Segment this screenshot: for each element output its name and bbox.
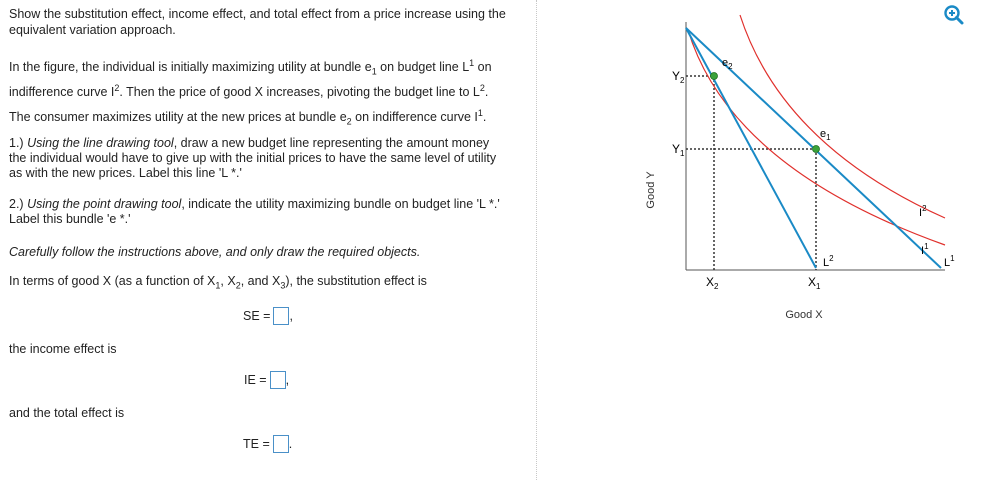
- y-axis-label: Good Y: [645, 171, 657, 209]
- te-label: TE =: [243, 437, 270, 451]
- x-axis-label: Good X: [785, 309, 823, 321]
- scenario-text: In the figure, the individual is initially maximizing utility at bundle $e_1$ on budget line $L^1$ on indifference curve $I^2$. Then the price of good X increases, pivoting the budget line to $L^2$. The consumer maximizes utility at the new prices at bundle $e_2$ on indifference curve $I^1$.: [9, 57, 492, 127]
- ie-label: IE =: [244, 373, 267, 387]
- x2-tick-label: $X_2$: [706, 275, 719, 291]
- te-answer-row: TE = .: [243, 437, 293, 451]
- l1-label: $L^1$: [944, 254, 955, 269]
- instruction-1: 1.) Using the line drawing tool, draw a new budget line representing the amount money the individual would have to give up with the initial prices to have the same level of utility as with the new prices. Label this line 'L *.': [9, 136, 497, 180]
- se-label: SE =: [243, 309, 271, 323]
- point-e2[interactable]: [711, 73, 718, 80]
- y1-tick-label: $Y_1$: [672, 142, 685, 158]
- indifference-curve-i1[interactable]: [740, 15, 945, 218]
- i1-label: $I^1$: [921, 242, 929, 257]
- total-effect-text: and the total effect is: [9, 406, 125, 420]
- careful-note: Carefully follow the instructions above, and only draw the required objects.: [9, 245, 421, 259]
- i2-label: $I^2$: [919, 204, 927, 219]
- e1-label: $e_1$: [820, 128, 831, 142]
- intro-text: Show the substitution effect, income effect, and total effect from a price increase using the equivalent variation approach.: [9, 7, 506, 37]
- income-effect-text: the income effect is: [9, 342, 117, 356]
- terms-prompt: In terms of good X (as a function of $X_1$, $X_2$, and $X_3$), the substitution effect is: [9, 274, 427, 291]
- point-e1[interactable]: [813, 146, 820, 153]
- l2-label: $L^2$: [823, 254, 834, 269]
- se-answer-row: SE = ,: [243, 309, 293, 323]
- y2-tick-label: $Y_2$: [672, 69, 685, 85]
- x1-tick-label: $X_1$: [808, 275, 821, 291]
- instruction-2: 2.) Using the point drawing tool, indicate the utility maximizing bundle on budget line 'L *.' Label this bundle 'e *.': [9, 197, 500, 226]
- ie-answer-row: IE = ,: [244, 373, 290, 387]
- budget-line-l2[interactable]: [686, 28, 816, 268]
- e2-label: $e_2$: [722, 57, 733, 71]
- zoom-in-icon[interactable]: [943, 4, 965, 26]
